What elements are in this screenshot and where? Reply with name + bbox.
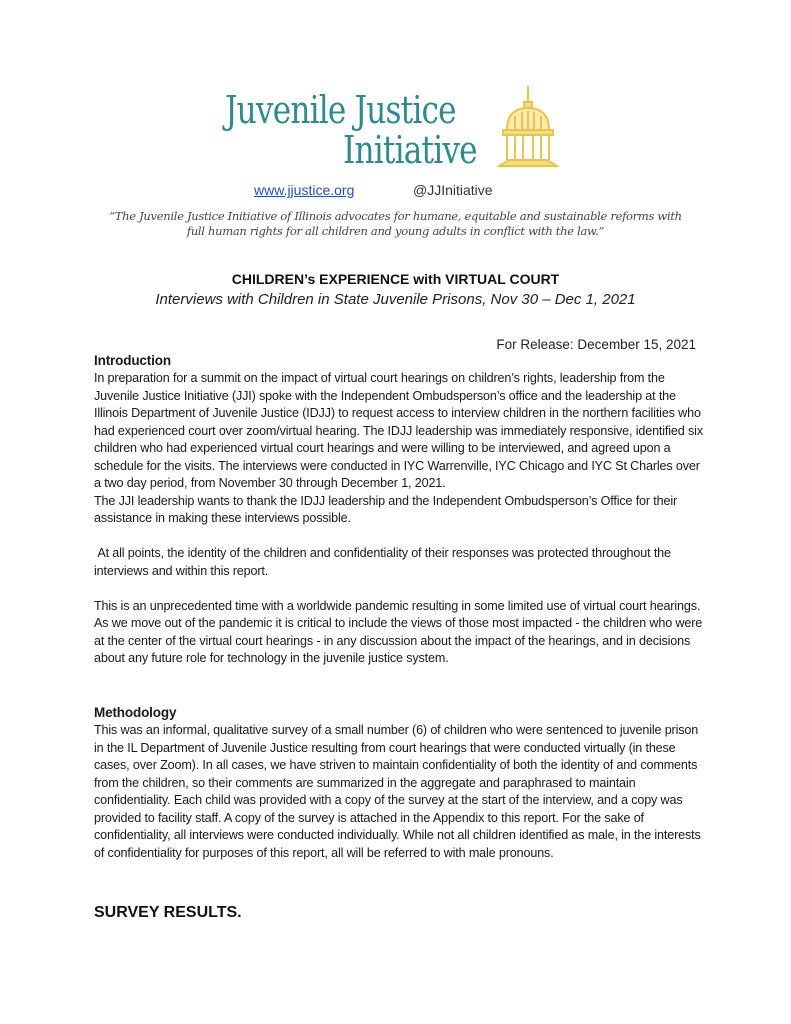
- methodology-paragraph: This was an informal, qualitative survey of a small number (6) of children who were sentenced to juvenile prison in the IL Department of Juvenile Justice resulting from court hearings that were conducted virtually (in these cases, over Zoom). In all cases, we have striven to maintain confidentiality of both the identity of and comments from the children, so their comments are summarized in the aggregate and paraphrased to maintain confidentiality. Each child was provided with a copy of the survey at the start of the interview, and a copy was provided to facility staff. A copy of the survey is attached in the Appendix to this report. For the sake of confidentiality, all interviews were conducted individually. While not all children identified as male, in the interests of confidentiality for purposes of this report, all will be referred to with male pronouns.: [94, 723, 701, 860]
- methodology-section: [94, 704, 708, 862]
- logo-text-line1: Juvenile Justice: [225, 88, 456, 132]
- introduction-context: This is an unprecedented time with a worldwide pandemic resulting in some limited use of virtual court hearings. As we move out of the pandemic it is critical to include the views of those most impacted - the children who were at the center of the virtual court hearings - in any discussion about the impact of the hearings, and in decisions about any future role for technology in the juvenile justice system.: [94, 598, 703, 665]
- introduction-confidentiality: At all points, the identity of the children and confidentiality of their responses was protected throughout the interviews and within this report.: [94, 546, 675, 578]
- introduction-section: [94, 352, 708, 668]
- document-title: CHILDREN’s EXPERIENCE with VIRTUAL COURT: [231, 271, 560, 287]
- release-date: For Release: December 15, 2021: [496, 337, 696, 352]
- twitter-handle: @JJInitiative: [413, 182, 493, 198]
- jji-logo: [225, 88, 555, 178]
- website-link[interactable]: www.jjustice.org: [254, 182, 355, 198]
- survey-results-heading: SURVEY RESULTS.: [94, 904, 242, 921]
- mission-statement: “The Juvenile Justice Initiative of Illinois advocates for humane, equitable and sustainable reforms with full human rights for all children and young adults in conflict with the law.”: [109, 209, 682, 238]
- capitol-dome-icon: [497, 84, 559, 170]
- introduction-heading: Introduction: [94, 353, 171, 368]
- methodology-heading: Methodology: [94, 705, 177, 720]
- introduction-paragraph: In preparation for a summit on the impact of virtual court hearings on children’s rights, leadership from the Juvenile Justice Initiative (JJI) spoke with the Independent Ombudsperson’s office and the leadership at the Illinois Department of Juvenile Justice (IDJJ) to request access to interview children in the northern facilities who had experienced court over zoom/virtual hearing. The IDJJ leadership was immediately responsive, identified six children who had experienced virtual court hearings and were willing to be interviewed, and agreed upon a schedule for the visits. The interviews were conducted in IYC Warrenville, IYC Chicago and IYC St Charles over a two day period, from November 30 through December 1, 2021.: [94, 371, 703, 490]
- document-subtitle: Interviews with Children in State Juvenile Prisons, Nov 30 – Dec 1, 2021: [155, 291, 636, 308]
- introduction-thanks: The JJI leadership wants to thank the IDJJ leadership and the Independent Ombudsperson’s Office for their assistance in making these interviews possible.: [94, 493, 678, 525]
- logo-text-line2: Initiative: [343, 128, 477, 172]
